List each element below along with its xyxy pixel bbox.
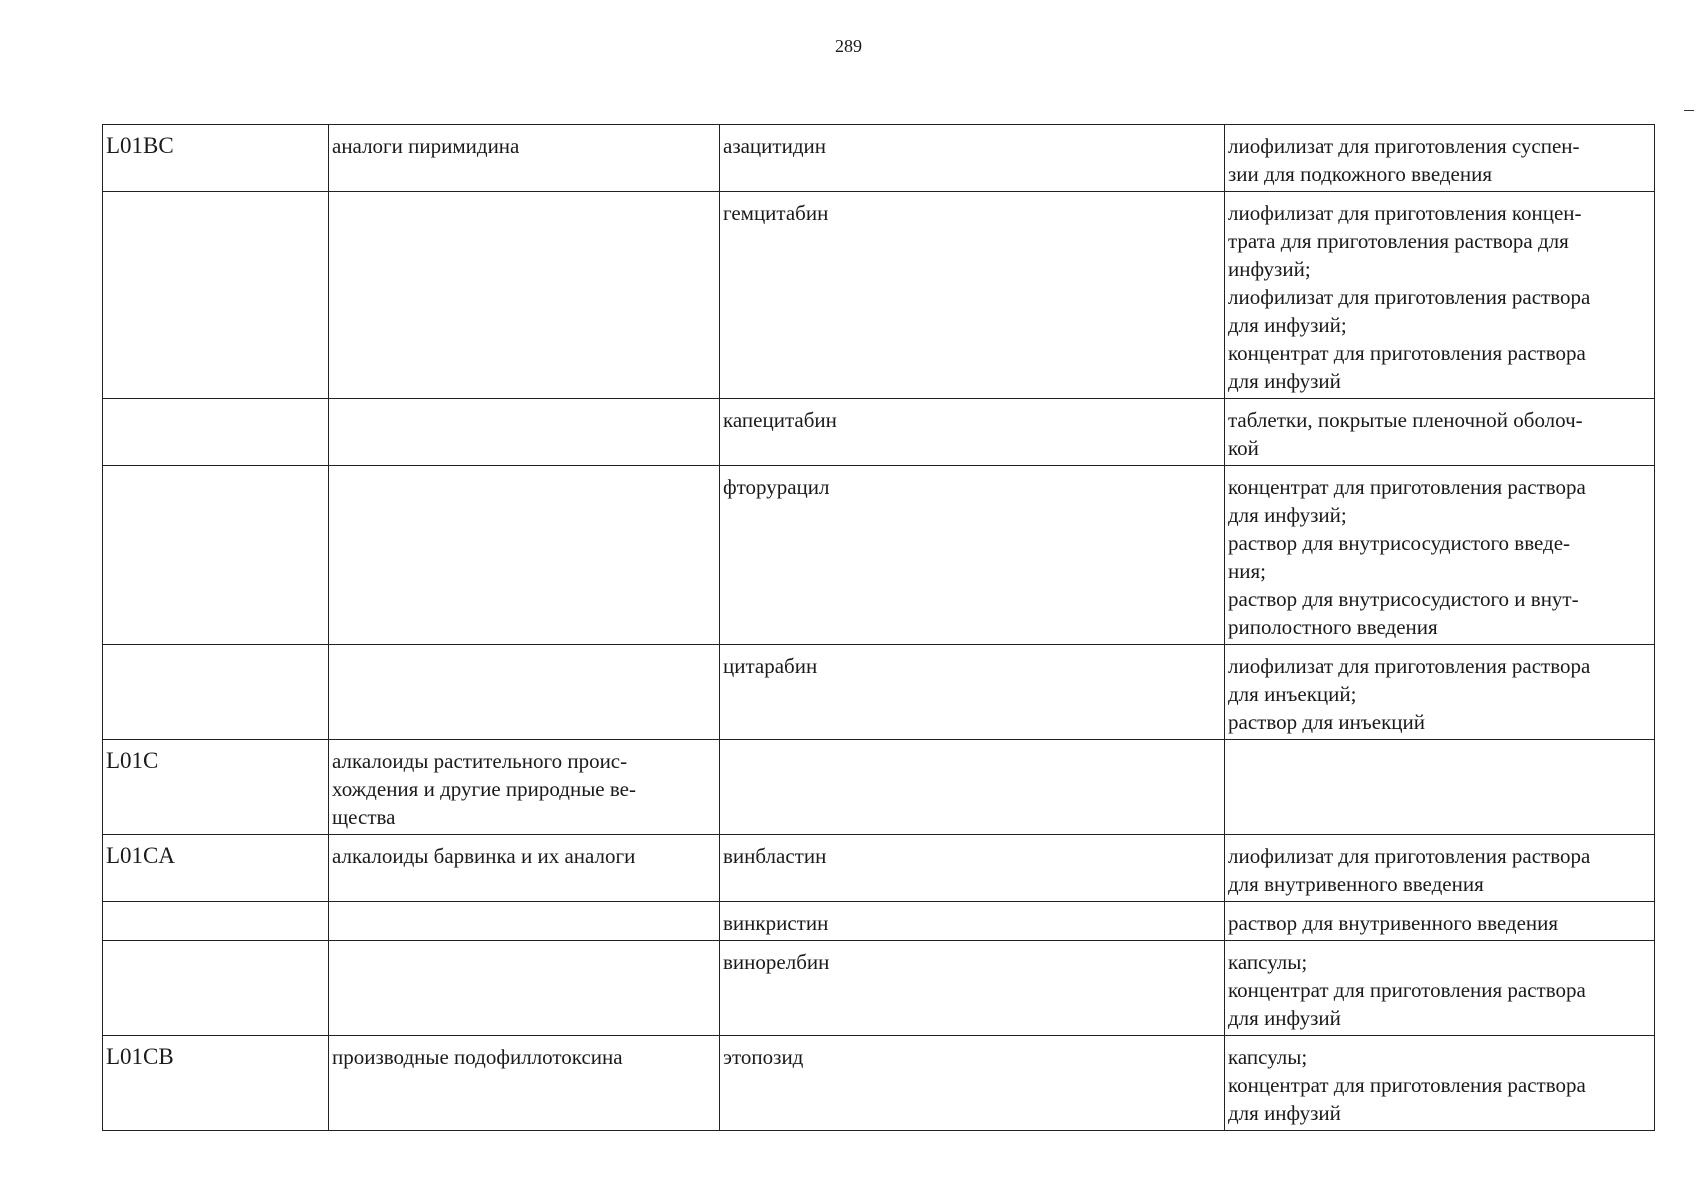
table-row	[103, 466, 1655, 645]
table-row	[103, 902, 1655, 941]
table-row	[103, 1036, 1655, 1131]
drug-name-cell: гемцитабин	[720, 192, 1225, 399]
table-row	[103, 125, 1655, 192]
dosage-forms-cell: лиофилизат для приготовления раствора для инъекций; раствор для инъекций	[1225, 645, 1655, 740]
page-number: 289	[835, 36, 862, 56]
group-cell	[329, 902, 720, 941]
dosage-forms-cell: раствор для внутривенного введения	[1225, 902, 1655, 941]
table-row	[103, 399, 1655, 466]
group-cell: аналоги пиримидина	[329, 125, 720, 192]
group-cell	[329, 941, 720, 1036]
atc-code-cell: L01C	[103, 740, 329, 835]
atc-code-cell	[103, 645, 329, 740]
drug-name-cell: этопозид	[720, 1036, 1225, 1131]
scan-edge-mark	[1684, 110, 1694, 111]
drug-name-cell: фторурацил	[720, 466, 1225, 645]
drug-classification-table	[102, 124, 1655, 1131]
table-row	[103, 645, 1655, 740]
drug-name-cell: винбластин	[720, 835, 1225, 902]
dosage-forms-cell: лиофилизат для приготовления суспен- зии для подкожного введения	[1225, 125, 1655, 192]
dosage-forms-cell: лиофилизат для приготовления раствора для внутривенного введения	[1225, 835, 1655, 902]
table-row	[103, 740, 1655, 835]
atc-code-cell	[103, 902, 329, 941]
drug-name-cell: винкристин	[720, 902, 1225, 941]
group-cell: производные подофиллотоксина	[329, 1036, 720, 1131]
group-cell	[329, 466, 720, 645]
dosage-forms-cell: концентрат для приготовления раствора для инфузий; раствор для внутрисосудистого введе- ния; раствор для внутрисосудистого и внут- риполостного введения	[1225, 466, 1655, 645]
atc-code-cell: L01CA	[103, 835, 329, 902]
atc-code-cell: L01CB	[103, 1036, 329, 1131]
drug-name-cell: винорелбин	[720, 941, 1225, 1036]
group-cell	[329, 645, 720, 740]
atc-code-cell	[103, 941, 329, 1036]
dosage-forms-cell: капсулы; концентрат для приготовления раствора для инфузий	[1225, 941, 1655, 1036]
drug-name-cell: капецитабин	[720, 399, 1225, 466]
atc-code-cell	[103, 466, 329, 645]
atc-code-cell	[103, 399, 329, 466]
drug-name-cell: азацитидин	[720, 125, 1225, 192]
table-row	[103, 192, 1655, 399]
atc-code-cell: L01BC	[103, 125, 329, 192]
dosage-forms-cell: таблетки, покрытые пленочной оболоч- кой	[1225, 399, 1655, 466]
group-cell	[329, 399, 720, 466]
table-row	[103, 941, 1655, 1036]
dosage-forms-cell	[1225, 740, 1655, 835]
drug-name-cell: цитарабин	[720, 645, 1225, 740]
drug-name-cell	[720, 740, 1225, 835]
atc-code-cell	[103, 192, 329, 399]
table-row	[103, 835, 1655, 902]
group-cell	[329, 192, 720, 399]
group-cell: алкалоиды растительного проис- хождения и другие природные ве- щества	[329, 740, 720, 835]
dosage-forms-cell: лиофилизат для приготовления концен- трата для приготовления раствора для инфузий; лиофилизат для приготовления раствора для инфузий; концентрат для приготовления раствора для инфузий	[1225, 192, 1655, 399]
dosage-forms-cell: капсулы; концентрат для приготовления раствора для инфузий	[1225, 1036, 1655, 1131]
group-cell: алкалоиды барвинка и их аналоги	[329, 835, 720, 902]
